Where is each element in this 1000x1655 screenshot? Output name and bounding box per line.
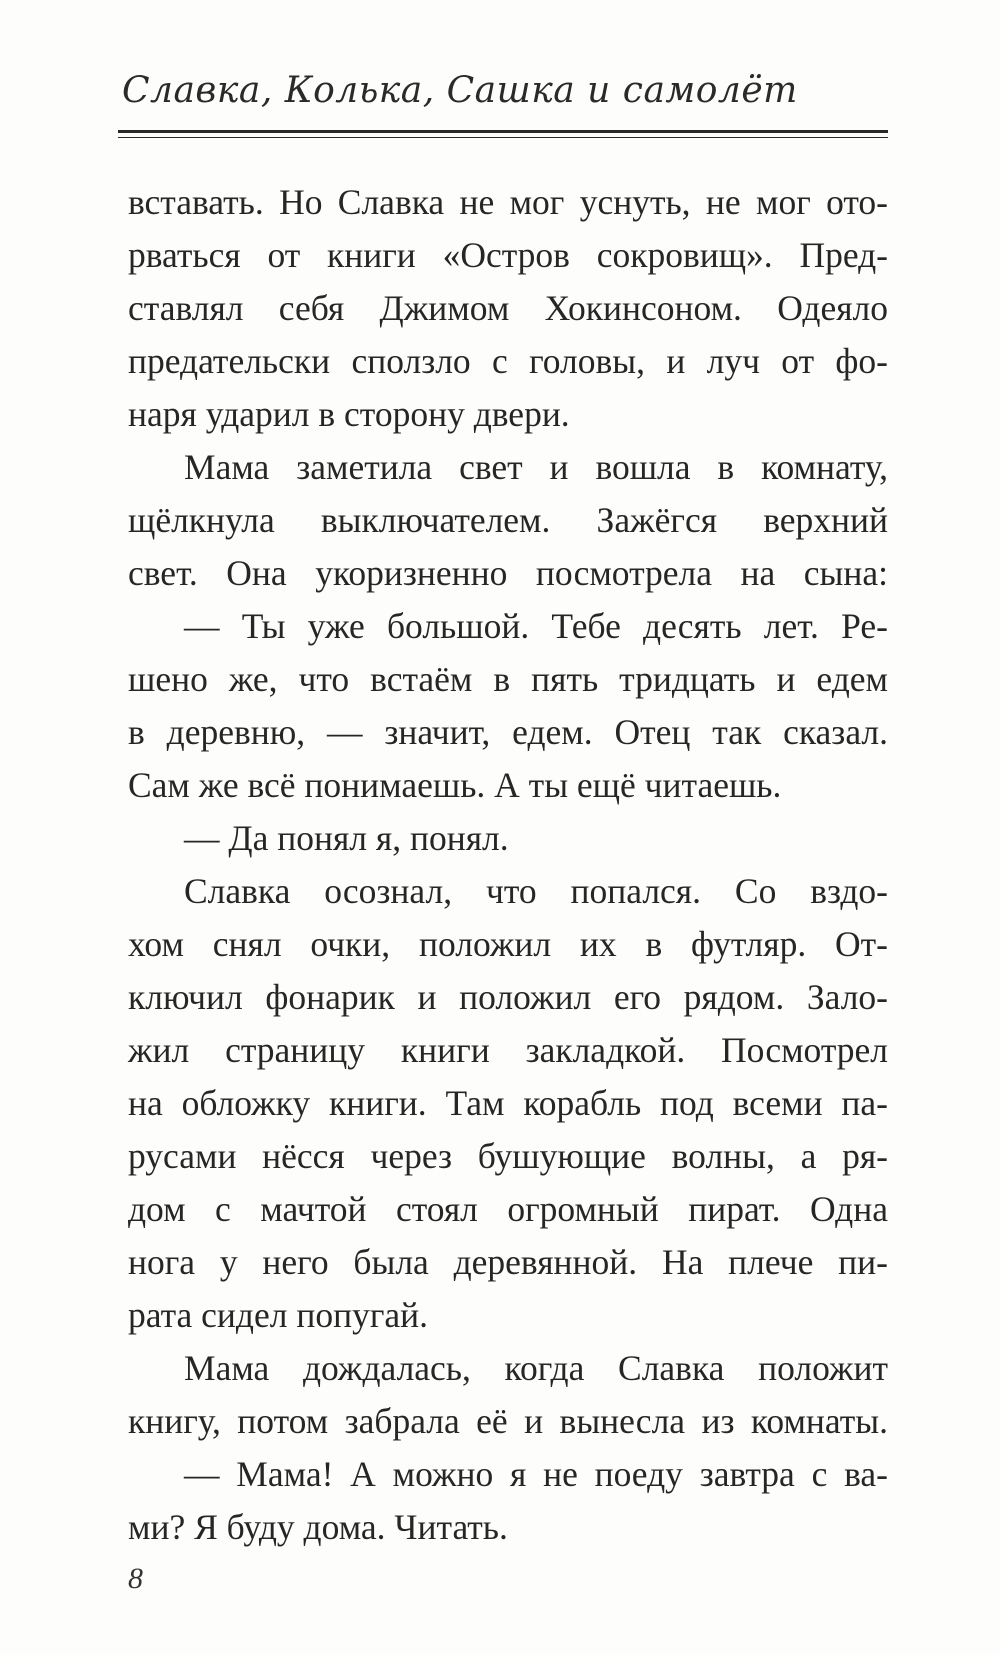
text-line: на обложку книги. Там корабль под всеми па-: [128, 1083, 888, 1123]
text-line: в деревню, — значит, едем. Отец так сказал.: [128, 712, 888, 752]
text-line: ми? Я буду дома. Читать.: [128, 1507, 508, 1547]
text-line: — Ты уже большой. Тебе десять лет. Ре-: [184, 606, 888, 646]
text-line: предательски сползло с головы, и луч от фо-: [128, 341, 888, 381]
text-line: хом снял очки, положил их в футляр. От-: [128, 924, 888, 964]
text-line: свет. Она укоризненно посмотрела на сына:: [128, 553, 888, 593]
text-line: Сам же всё понимаешь. А ты ещё читаешь.: [128, 765, 782, 805]
text-line: вставать. Но Славка не мог уснуть, не мог ото-: [128, 182, 888, 222]
text-line: наря ударил в сторону двери.: [128, 394, 570, 434]
page-number: 8: [128, 1562, 143, 1595]
text-line: — Мама! А можно я не поеду завтра с ва-: [184, 1454, 888, 1494]
header-rule-thin: [118, 137, 888, 138]
text-line: ставлял себя Джимом Хокинсоном. Одеяло: [128, 288, 888, 328]
body-text: [128, 176, 888, 1554]
running-head: Славка, Колька, Сашка и самолёт: [122, 70, 798, 111]
text-line: рваться от книги «Остров сокровищ». Пред-: [128, 235, 888, 275]
text-line: Мама дождалась, когда Славка положит: [184, 1348, 888, 1388]
text-line: жил страницу книги закладкой. Посмотрел: [128, 1030, 888, 1070]
text-line: русами нёсся через бушующие волны, а ря-: [128, 1136, 888, 1176]
text-line: ключил фонарик и положил его рядом. Зало-: [128, 977, 888, 1017]
text-line: нога у него была деревянной. На плече пи-: [128, 1242, 888, 1282]
text-line: книгу, потом забрала её и вынесла из комнаты.: [128, 1401, 888, 1441]
text-line: щёлкнула выключателем. Зажёгся верхний: [128, 500, 888, 540]
text-line: Мама заметила свет и вошла в комнату,: [184, 447, 888, 487]
text-line: шено же, что встаём в пять тридцать и едем: [128, 659, 888, 699]
text-line: дом с мачтой стоял огромный пират. Одна: [128, 1189, 888, 1229]
text-line: — Да понял я, понял.: [184, 818, 509, 858]
header-rule-thick: [118, 130, 888, 133]
text-line: рата сидел попугай.: [128, 1295, 429, 1335]
text-line: Славка осознал, что попался. Со вздо-: [184, 871, 888, 911]
